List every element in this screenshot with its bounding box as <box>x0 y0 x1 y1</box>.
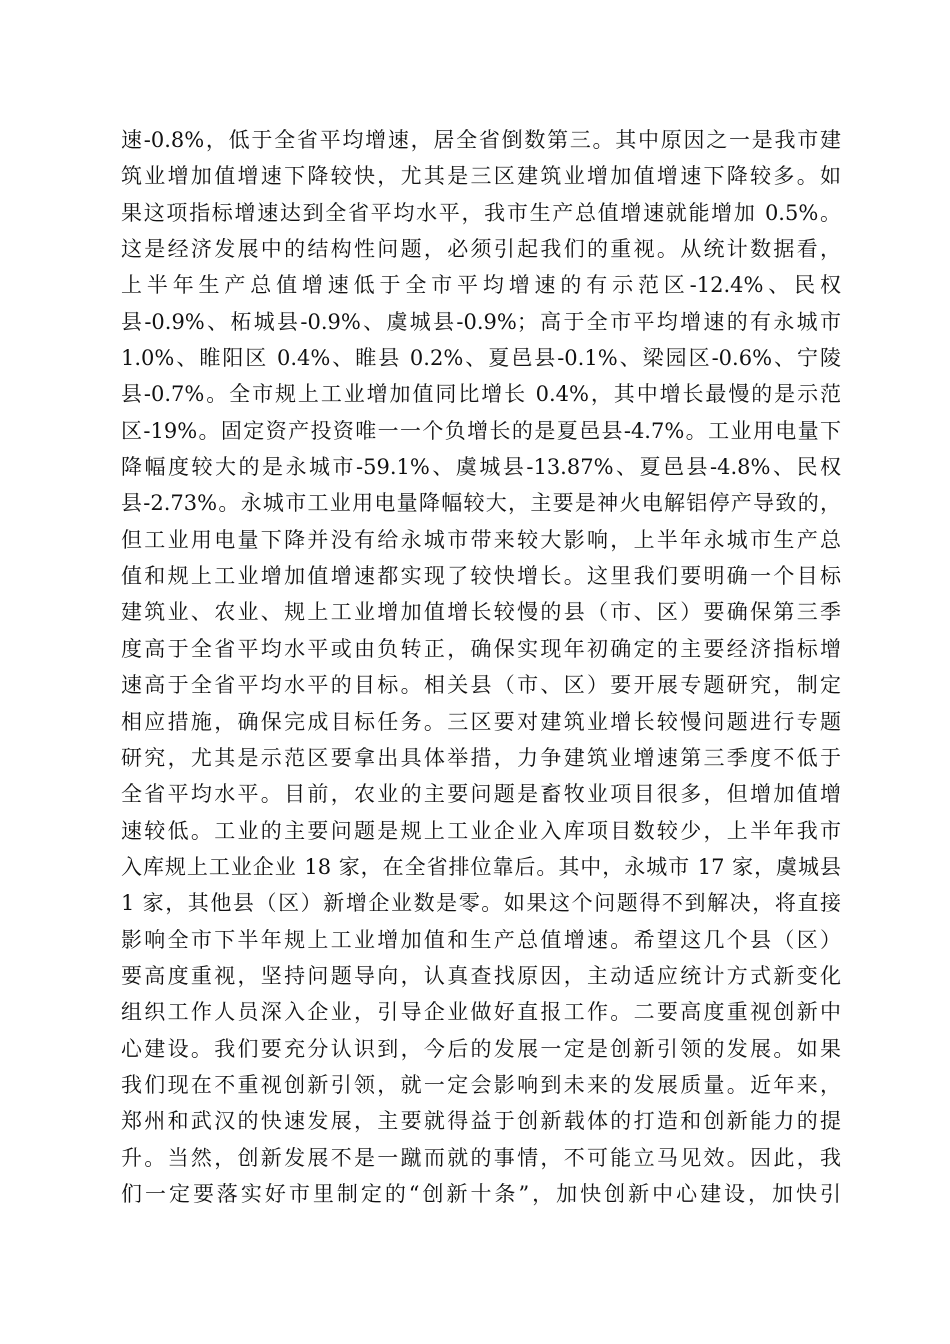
text-line: 但工业用电量下降并没有给永城市带来较大影响，上半年永城市生产总 <box>121 527 841 552</box>
text-line: 速高于全省平均水平的目标。相关县（市、区）要开展专题研究，制定 <box>121 673 841 698</box>
text-line: 果这项指标增速达到全省平均水平，我市生产总值增速就能增加 0.5%。 <box>121 200 841 225</box>
text-line: 建筑业、农业、规上工业增加值增长较慢的县（市、区）要确保第三季 <box>121 600 841 625</box>
text-line: 相应措施，确保完成目标任务。三区要对建筑业增长较慢问题进行专题 <box>121 709 841 734</box>
text-line: 降幅度较大的是永城市-59.1%、虞城县-13.87%、夏邑县-4.8%、民权 <box>121 455 841 480</box>
text-line: 速-0.8%，低于全省平均增速，居全省倒数第三。其中原因之一是我市建 <box>121 128 841 152</box>
text-line: 升。当然，创新发展不是一蹴而就的事情，不可能立马见效。因此，我 <box>121 1145 841 1170</box>
text-line: 要高度重视，坚持问题导向，认真查找原因，主动适应统计方式新变化 <box>121 963 841 988</box>
text-line: 区-19%。固定资产投资唯一一个负增长的是夏邑县-4.7%。工业用电量下 <box>121 418 841 443</box>
text-line: 们一定要落实好市里制定的“创新十条”，加快创新中心建设，加快引 <box>121 1181 841 1206</box>
text-line: 上半年生产总值增速低于全市平均增速的有示范区-12.4%、民权 <box>121 273 841 298</box>
text-line: 入库规上工业企业 18 家，在全省排位靠后。其中，永城市 17 家，虞城县 <box>121 854 841 879</box>
text-line: 县-2.73%。永城市工业用电量降幅较大，主要是神火电解铝停产导致的， <box>121 491 841 516</box>
text-line: 1 家，其他县（区）新增企业数是零。如果这个问题得不到解决，将直接 <box>121 891 841 916</box>
body-text <box>121 122 841 1212</box>
text-line: 心建设。我们要充分认识到，今后的发展一定是创新引领的发展。如果 <box>121 1036 841 1061</box>
text-line: 全省平均水平。目前，农业的主要问题是畜牧业项目很多，但增加值增 <box>121 782 841 807</box>
text-line: 度高于全省平均水平或由负转正，确保实现年初确定的主要经济指标增 <box>121 636 841 661</box>
text-line: 我们现在不重视创新引领，就一定会影响到未来的发展质量。近年来， <box>121 1072 841 1097</box>
text-line: 县-0.7%。全市规上工业增加值同比增长 0.4%，其中增长最慢的是示范 <box>121 382 841 407</box>
text-line: 筑业增加值增速下降较快，尤其是三区建筑业增加值增速下降较多。如 <box>121 164 841 189</box>
text-line: 县-0.9%、柘城县-0.9%、虞城县-0.9%；高于全市平均增速的有永城市 <box>121 309 841 334</box>
text-line: 研究，尤其是示范区要拿出具体举措，力争建筑业增速第三季度不低于 <box>121 745 841 770</box>
text-line: 值和规上工业增加值增速都实现了较快增长。这里我们要明确一个目标 <box>121 564 841 589</box>
text-line: 1.0%、睢阳区 0.4%、睢县 0.2%、夏邑县-0.1%、梁园区-0.6%、宁陵 <box>121 346 841 371</box>
text-line: 速较低。工业的主要问题是规上工业企业入库项目数较少，上半年我市 <box>121 818 841 843</box>
text-line: 郑州和武汉的快速发展，主要就得益于创新载体的打造和创新能力的提 <box>121 1109 841 1134</box>
text-line: 组织工作人员深入企业，引导企业做好直报工作。二要高度重视创新中 <box>121 1000 841 1025</box>
text-line: 影响全市下半年规上工业增加值和生产总值增速。希望这几个县（区） <box>121 927 841 952</box>
text-line: 这是经济发展中的结构性问题，必须引起我们的重视。从统计数据看， <box>121 237 841 262</box>
